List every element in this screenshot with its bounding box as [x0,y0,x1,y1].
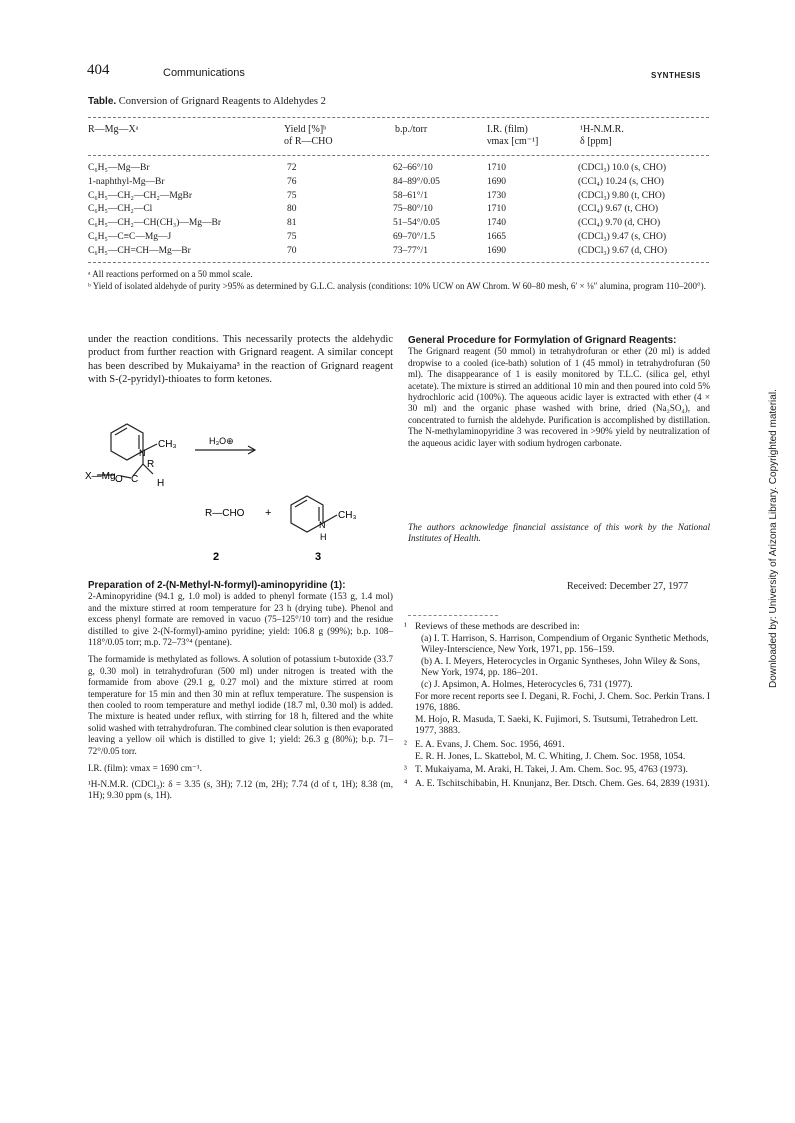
table-cell-ir: 1690 [487,245,506,256]
journal-name: SYNTHESIS [651,71,701,80]
table-cell-bp: 84–89°/0.05 [393,176,440,187]
reference-number: ¹ [404,622,407,632]
reference-line: (a) I. T. Harrison, S. Harrison, Compendium of Organic Synthetic Methods, Wiley-Interscience, New York, 1971, pp. 156–159. [421,633,709,656]
table-cell-ir: 1740 [487,218,506,229]
general-procedure [408,335,710,455]
preparation-paragraph-2: The formamide is methylated as follows. A solution of potassium t-butoxide (33.7 g, 0.30 mol) in tetrahydrofuran (500 ml) under nitrogen is treated with the formamide from above (29.1 g, 0.27 mol) and the mixture stirred at room temperature for 15 min and then 30 min at reflux temperature. The suspension is then cooled to room temperature and methyl iodide (18.7 ml, 0.30 mol) is added. The mixture is heated under reflux, with stirring for 18 h, filtered and the white solid washed with tetrahydrofuran. The combined clear solution is then evaporated leaving a yellow oil which is distilled to give 1; yield: 26.3 g (80%); b.p. 71–72°/0.05 torr. [88,654,393,756]
scheme-xmg: X—Mg [85,471,116,482]
table-cell-bp: 51–54°/0.05 [393,218,440,229]
table-cell-nmr: (CCl₄) 9.67 (t, CHO) [578,204,659,215]
table-footnote-b: ᵇ Yield of isolated aldehyde of purity >95% as determined by G.L.C. analysis (conditions: 10% UCW on AW Chrom. W 60–80 mesh, 6′ × ⅛″ alumina, program 110–200°). [88,281,706,291]
preparation-heading: Preparation of 2-(N-Methyl-N-formyl)-aminopyridine (1): [88,580,346,591]
reference-number: ⁴ [404,778,408,789]
table-cell-yield: 72 [287,163,297,173]
reference-line: E. R. H. Jones, L. Skattebol, M. C. Whiting, J. Chem. Soc. 1958, 1054. [415,751,686,762]
header-nmr-line2: δ [ppm] [580,136,612,147]
table-cell-nmr: (CDCl₃) 9.80 (t, CHO) [578,190,665,201]
reference-number: ³ [404,765,407,776]
reference-line: E. A. Evans, J. Chem. Soc. 1956, 4691. [415,739,565,750]
header-yield [284,124,333,148]
page-number: 404 [87,62,110,78]
header-ir-line1: I.R. (film) [487,124,528,135]
reference-line: T. Mukaiyama, M. Araki, H. Takei, J. Am. Chem. Soc. 95, 4763 (1973). [415,765,688,776]
table-cell-ir: 1710 [487,163,506,173]
reference-body [415,765,710,777]
reference-line: Reviews of these methods are described in: [415,622,580,632]
intro-paragraph: under the reaction conditions. This necessarily protects the aldehydic product from further reaction with Grignard reagent. A similar concept has been described by Mukaiyama³ in the reaction of Grignard reagent with S-(2-pyridyl)-thioates to form ketones. [88,334,393,386]
scheme-ch3-2: CH₃ [338,510,357,521]
reaction-scheme [85,420,395,565]
reference-body [415,779,710,791]
reference-item [404,765,710,777]
table-cell-nmr: (CCl₄) 10.24 (s, CHO) [578,176,664,187]
table-cell-bp: 62–66°/10 [393,163,433,173]
references-rule [408,615,498,616]
table-cell-reagent: C₆H₅—CH₂—CH₂—MgBr [88,190,193,201]
table-cell-yield: 76 [287,176,297,187]
reference-item [404,779,710,791]
table-footnote-a: ᵃ All reactions performed on a 50 mmol scale. [88,269,253,279]
table-cell-nmr: (CDCl₃) 10.0 (s, CHO) [578,163,667,173]
scheme-reagent: H₃O⊕ [209,436,234,446]
reference-line: M. Hojo, R. Masuda, T. Saeki, K. Fujimori, S. Tsutsumi, Tetrahedron Lett. 1977, 3883. [415,714,698,737]
table-cell-bp: 75–80°/10 [393,204,433,215]
table-cell-ir: 1690 [487,176,506,187]
scheme-nh: H [320,532,327,542]
scheme-c: C [131,474,139,485]
header-ir-line2: νmax [cm⁻¹] [487,136,539,147]
table-header-rule [88,155,709,156]
table-cell-bp: 73–77°/1 [393,245,428,256]
header-yield-line2: of R—CHO [284,136,333,147]
table-cell-yield: 75 [287,190,297,201]
preparation-paragraph-1: 2-Aminopyridine (94.1 g, 1.0 mol) is added to phenyl formate (153 g, 1.4 mol) and the mixture stirred at room temperature for 23 h (drying tube). Phenol and excess phenyl formate are removed in vacuo (75–125°/10 torr) and the residue distilled to give 2-(N-formyl)-amino pyridine; yield: 106.8 g (99%); b.p. 108–118°/0.05 torr; m.p. 72–73°⁴ (pentane). [88,591,393,648]
preparation-nmr: ¹H-N.M.R. (CDCl₃): δ = 3.35 (s, 3H); 7.12 (m, 2H); 7.74 (d of t, 1H); 8.38 (m, 1H); 9.30 ppm (s, 1H). [88,778,393,800]
preparation-section [88,580,393,807]
scheme-o: O [115,474,123,485]
table-cell-reagent: C₆H₅—C≡C—Mg—J [88,232,172,242]
scheme-n: N [139,448,146,458]
table-cell-nmr: (CDCl₃) 9.67 (d, CHO) [578,245,668,256]
table-cell-ir: 1710 [487,204,506,215]
reference-line: For more recent reports see I. Degani, R. Fochi, J. Chem. Soc. Perkin Trans. I 1976, 1886. [415,691,710,714]
reference-line: A. E. Tschitschibabin, H. Knunjanz, Ber. Dtsch. Chem. Ges. 64, 2839 (1931). [415,778,710,789]
acknowledgement: The authors acknowledge financial assistance of this work by the National Institutes of Health. [408,522,710,544]
scheme-n2: N [319,520,326,530]
header-nmr-line1: ¹H-N.M.R. [580,124,624,135]
table-cell-bp: 69–70°/1.5 [393,232,436,242]
table-cell-yield: 70 [287,245,297,256]
header-bp: b.p./torr [395,124,428,135]
scheme-ch3: CH₃ [158,439,177,450]
reference-body [415,740,710,763]
table-cell-ir: 1665 [487,232,506,242]
scheme-product: R—CHO [205,508,245,519]
header-nmr [580,124,624,148]
reference-line: (b) A. I. Meyers, Heterocycles in Organic Syntheses, John Wiley & Sons, New York, 1974, pp. 186–201. [421,656,700,679]
download-notice: Downloaded by: University of Arizona Library. Copyrighted material. [768,389,779,688]
table-title [88,96,326,107]
general-procedure-text: The Grignard reagent (50 mmol) in tetrahydrofuran or ether (20 ml) is added dropwise to a cooled (ice-bath) solution of 1 (45 mmol) in tetrahydrofuran (50 ml). The disappearance of 1 is easily monitored by T.L.C. (silica gel, ethyl acetate). The mixture is stirred an additional 10 min and then poured into cold 5% hydrochloric acid (100%). The aqueous acidic layer is extracted with ether (4 × 30 ml) and the organic phase washed with brine, dried (Na₂SO₄), and concentrated to furnish the aldehyde. Purification is accomplished by distillation. The N-methylaminopyridine 3 was recovered in >90% yield by neutralization of the aqueous acidic layer with sodium hydrogen carbonate. [408,346,710,448]
table-cell-yield: 81 [287,218,297,229]
table-label: Table. [88,96,117,107]
table-caption: Conversion of Grignard Reagents to Aldehydes 2 [118,96,326,107]
table-cell-yield: 80 [287,204,297,215]
reference-item [404,740,710,763]
preparation-ir: I.R. (film): νmax = 1690 cm⁻¹. [88,763,202,774]
reference-line: (c) J. Apsimon, A. Holmes, Heterocycles 6, 731 (1977). [421,679,633,690]
table-cell-bp: 58–61°/1 [393,190,428,201]
scheme-h: H [157,478,165,489]
table-top-rule [88,117,709,118]
table-cell-reagent: C₆H₅—Mg—Br [88,163,150,173]
scheme-plus: + [265,507,272,519]
header-yield-line1: Yield [%]ᵇ [284,124,327,135]
table-cell-yield: 75 [287,232,297,242]
scheme-r: R [147,459,155,470]
reference-item [404,622,710,738]
received-date: Received: December 27, 1977 [567,581,689,592]
table-bottom-rule [88,262,709,263]
header-reagent: R—Mg—Xᵃ [88,124,139,135]
general-procedure-heading: General Procedure for Formylation of Grignard Reagents: [408,335,677,346]
compound-label-2: 2 [213,551,220,563]
table-cell-nmr: (CCl₄) 9.70 (d, CHO) [578,218,661,229]
section-title: Communications [163,67,245,79]
table-cell-nmr: (CDCl₃) 9.47 (s, CHO) [578,232,667,242]
table-cell-reagent: C₆H₅—CH₂—Cl [88,204,153,215]
table-cell-reagent: 1-naphthyl-Mg—Br [88,176,165,187]
table-cell-reagent: C₆H₅—CH₂—CH(CH₃)—Mg—Br [88,218,222,229]
reference-body [415,622,710,738]
references-list [404,622,710,792]
reference-number: ² [404,739,407,750]
header-ir [487,124,538,148]
compound-label-3: 3 [315,551,322,563]
table-cell-ir: 1730 [487,190,506,201]
table-cell-reagent: C₆H₅—CH=CH—Mg—Br [88,245,191,256]
